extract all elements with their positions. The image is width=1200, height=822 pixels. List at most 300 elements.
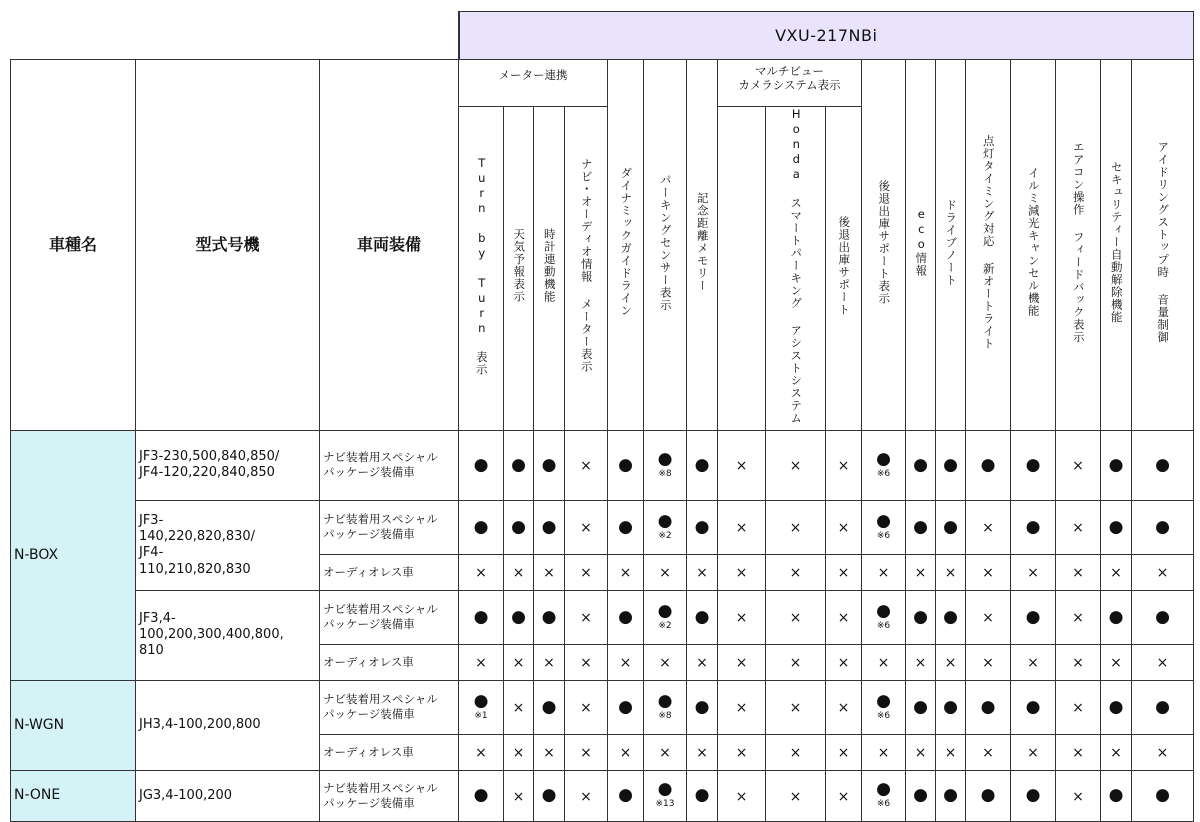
supported-mark: ● xyxy=(1108,516,1124,537)
supported-mark: ● xyxy=(473,516,489,537)
unsupported-mark: × xyxy=(580,745,592,761)
support-cell xyxy=(966,590,1011,644)
support-cell xyxy=(1011,644,1056,680)
support-cell xyxy=(1101,734,1132,770)
supported-mark: ● xyxy=(618,606,633,627)
support-cell xyxy=(906,680,936,734)
header-feature-label: パーキングセンサー表示 xyxy=(658,173,673,311)
support-cell xyxy=(718,644,766,680)
unsupported-mark: × xyxy=(877,565,890,581)
support-cell xyxy=(906,430,936,500)
unsupported-mark: × xyxy=(837,700,850,716)
footnote-ref: ※6 xyxy=(876,468,891,479)
support-cell xyxy=(644,590,687,644)
unsupported-mark: × xyxy=(543,565,555,581)
unsupported-mark: × xyxy=(580,458,592,474)
supported-mark: ● xyxy=(694,696,710,717)
supported-mark: ● xyxy=(541,516,557,537)
support-cell xyxy=(534,644,565,680)
support-cell xyxy=(504,430,534,500)
support-cell xyxy=(608,500,644,554)
support-cell xyxy=(644,554,687,590)
support-cell xyxy=(1056,500,1101,554)
support-cell xyxy=(862,770,906,821)
support-cell xyxy=(504,680,534,734)
header-feature-label: Turn by Turn 表示 xyxy=(474,155,489,376)
support-cell xyxy=(504,734,534,770)
unsupported-mark: × xyxy=(619,565,632,581)
unsupported-mark: × xyxy=(735,458,748,474)
supported-mark: ● xyxy=(980,454,996,475)
footnote-ref: ※1 xyxy=(474,710,488,721)
supported-mark: ● xyxy=(657,690,673,711)
support-cell xyxy=(718,500,766,554)
supported-mark: ● xyxy=(694,516,710,537)
equipment-cell: ナビ装着用スペシャル パッケージ装備車 xyxy=(320,680,459,734)
support-cell xyxy=(862,500,906,554)
header-feature-label: エアコン操作 フィードバック表示 xyxy=(1071,141,1086,344)
support-cell xyxy=(1101,590,1132,644)
support-cell xyxy=(608,590,644,644)
header-feature-label: 記念距離メモリー xyxy=(695,192,710,293)
support-cell xyxy=(534,500,565,554)
support-cell xyxy=(966,554,1011,590)
supported-mark: ● xyxy=(657,600,673,621)
header-equipment: 車両装備 xyxy=(320,60,459,431)
support-cell xyxy=(1101,554,1132,590)
support-cell xyxy=(644,644,687,680)
support-cell xyxy=(862,430,906,500)
unsupported-mark: × xyxy=(696,655,708,671)
unsupported-mark: × xyxy=(735,655,748,671)
support-cell xyxy=(687,770,718,821)
unsupported-mark: × xyxy=(982,610,994,626)
support-cell xyxy=(534,590,565,644)
support-cell xyxy=(936,644,966,680)
support-cell xyxy=(1132,590,1194,644)
supported-mark: ● xyxy=(1025,785,1041,806)
supported-mark: ● xyxy=(473,606,489,627)
unsupported-mark: × xyxy=(837,565,850,581)
support-cell xyxy=(862,590,906,644)
supported-mark: ● xyxy=(980,696,996,717)
footnote-ref: ※6 xyxy=(876,530,891,541)
unsupported-mark: × xyxy=(659,745,671,761)
unsupported-mark: × xyxy=(944,655,957,671)
supported-mark: ● xyxy=(473,690,489,711)
support-cell xyxy=(608,554,644,590)
support-cell xyxy=(936,734,966,770)
footnote-ref: ※6 xyxy=(876,710,891,721)
unsupported-mark: × xyxy=(735,788,748,805)
supported-mark: ● xyxy=(1025,696,1041,717)
unsupported-mark: × xyxy=(789,610,802,626)
unsupported-mark: × xyxy=(789,565,802,581)
support-cell xyxy=(459,644,504,680)
support-cell xyxy=(459,554,504,590)
header-feature-label: ナビ・オーディオ情報 メーター表示 xyxy=(579,158,594,374)
support-cell xyxy=(459,430,504,500)
supported-mark: ● xyxy=(473,454,489,475)
support-cell xyxy=(718,554,766,590)
support-cell xyxy=(459,590,504,644)
support-cell xyxy=(565,590,608,644)
support-cell xyxy=(1056,430,1101,500)
table-row xyxy=(11,500,1194,554)
unsupported-mark: × xyxy=(512,745,525,761)
support-cell xyxy=(906,770,936,821)
unsupported-mark: × xyxy=(512,700,525,716)
supported-mark: ● xyxy=(694,606,710,627)
support-cell xyxy=(687,680,718,734)
support-cell xyxy=(1011,734,1056,770)
unsupported-mark: × xyxy=(1156,565,1169,581)
unsupported-mark: × xyxy=(1072,700,1084,716)
header-feature xyxy=(862,60,906,431)
support-cell xyxy=(504,770,534,821)
unsupported-mark: × xyxy=(580,610,592,626)
unsupported-mark: × xyxy=(1072,610,1084,626)
support-cell xyxy=(459,500,504,554)
supported-mark: ● xyxy=(876,448,891,469)
unsupported-mark: × xyxy=(837,788,850,805)
support-cell xyxy=(644,770,687,821)
support-cell xyxy=(966,734,1011,770)
header-feature xyxy=(687,60,718,431)
unsupported-mark: × xyxy=(982,520,994,536)
supported-mark: ● xyxy=(1155,785,1170,806)
support-cell xyxy=(1056,734,1101,770)
header-feature-label: 後退出庫サポート表示 xyxy=(877,179,892,305)
support-cell xyxy=(644,734,687,770)
support-cell xyxy=(766,734,826,770)
supported-mark: ● xyxy=(913,516,928,537)
support-cell xyxy=(862,734,906,770)
support-cell xyxy=(1011,554,1056,590)
unsupported-mark: × xyxy=(580,788,592,805)
footnote-ref: ※2 xyxy=(658,530,672,541)
support-cell xyxy=(862,680,906,734)
supported-mark: ● xyxy=(876,510,891,531)
support-cell xyxy=(826,734,862,770)
unsupported-mark: × xyxy=(1072,520,1084,536)
unsupported-mark: × xyxy=(789,745,802,761)
support-cell xyxy=(1132,680,1194,734)
header-feature xyxy=(608,60,644,431)
header-car-name: 車種名 xyxy=(11,60,136,431)
unsupported-mark: × xyxy=(619,745,632,761)
header-feature-label: Honda スマートパーキング アシストシステム xyxy=(789,107,804,425)
support-cell xyxy=(459,770,504,821)
supported-mark: ● xyxy=(511,516,526,537)
unsupported-mark: × xyxy=(982,655,994,671)
header-feature-label: アイドリングストップ時 音量制御 xyxy=(1156,141,1171,344)
header-feature-label: 点灯タイミング対応 新オートライト xyxy=(981,134,996,350)
support-cell xyxy=(565,554,608,590)
supported-mark: ● xyxy=(1108,785,1124,806)
header-feature xyxy=(644,60,687,431)
supported-mark: ● xyxy=(694,785,710,806)
header-feature xyxy=(534,107,565,431)
unsupported-mark: × xyxy=(1072,565,1084,581)
support-cell xyxy=(766,554,826,590)
compatibility-table xyxy=(10,11,1194,822)
unsupported-mark: × xyxy=(914,655,927,671)
support-cell xyxy=(906,734,936,770)
support-cell xyxy=(644,680,687,734)
equipment-cell: オーディオレス車 xyxy=(320,644,459,680)
support-cell xyxy=(766,590,826,644)
model-code-cell: JF3-230,500,840,850/ JF4-120,220,840,850 xyxy=(136,430,320,500)
supported-mark: ● xyxy=(511,454,526,475)
header-feature xyxy=(966,60,1011,431)
support-cell xyxy=(936,770,966,821)
supported-mark: ● xyxy=(541,606,557,627)
header-group-multiview: マルチビュー カメラシステム表示 xyxy=(718,60,862,107)
unsupported-mark: × xyxy=(1156,655,1169,671)
support-cell xyxy=(936,590,966,644)
unsupported-mark: × xyxy=(512,565,525,581)
support-cell xyxy=(504,644,534,680)
supported-mark: ● xyxy=(1108,454,1124,475)
support-cell xyxy=(534,680,565,734)
support-cell xyxy=(1132,734,1194,770)
header-feature xyxy=(936,60,966,431)
unsupported-mark: × xyxy=(735,520,748,536)
supported-mark: ● xyxy=(1155,696,1170,717)
table-row xyxy=(11,430,1194,500)
support-cell xyxy=(565,430,608,500)
unsupported-mark: × xyxy=(580,700,592,716)
footnote-ref: ※13 xyxy=(655,799,675,810)
unsupported-mark: × xyxy=(944,565,957,581)
equipment-cell: ナビ装着用スペシャル パッケージ装備車 xyxy=(320,770,459,821)
supported-mark: ● xyxy=(1155,454,1170,475)
support-cell xyxy=(504,554,534,590)
car-name-cell: N-ONE xyxy=(11,770,136,821)
support-cell xyxy=(718,590,766,644)
supported-mark: ● xyxy=(876,779,891,800)
unsupported-mark: × xyxy=(789,655,802,671)
support-cell xyxy=(766,680,826,734)
support-cell xyxy=(1101,770,1132,821)
unsupported-mark: × xyxy=(1072,655,1084,671)
support-cell xyxy=(687,734,718,770)
product-model-title: VXU-217NBi xyxy=(459,12,1194,60)
supported-mark: ● xyxy=(913,696,928,717)
support-cell xyxy=(718,770,766,821)
header-feature-label: イルミ減光キャンセル機能 xyxy=(1026,167,1041,318)
unsupported-mark: × xyxy=(1027,745,1039,761)
header-feature xyxy=(459,107,504,431)
support-cell xyxy=(687,644,718,680)
unsupported-mark: × xyxy=(789,700,802,716)
unsupported-mark: × xyxy=(837,655,850,671)
supported-mark: ● xyxy=(618,516,633,537)
support-cell xyxy=(826,644,862,680)
support-cell xyxy=(966,680,1011,734)
unsupported-mark: × xyxy=(1027,655,1039,671)
support-cell xyxy=(565,644,608,680)
support-cell xyxy=(534,430,565,500)
supported-mark: ● xyxy=(541,696,557,717)
support-cell xyxy=(608,770,644,821)
support-cell xyxy=(1056,644,1101,680)
unsupported-mark: × xyxy=(837,520,850,536)
unsupported-mark: × xyxy=(659,655,671,671)
unsupported-mark: × xyxy=(619,655,632,671)
unsupported-mark: × xyxy=(735,745,748,761)
unsupported-mark: × xyxy=(735,700,748,716)
support-cell xyxy=(966,430,1011,500)
support-cell xyxy=(1132,770,1194,821)
support-cell xyxy=(504,500,534,554)
car-name-cell: N-WGN xyxy=(11,680,136,770)
unsupported-mark: × xyxy=(512,788,525,805)
support-cell xyxy=(766,644,826,680)
support-cell xyxy=(565,500,608,554)
support-cell xyxy=(966,770,1011,821)
support-cell xyxy=(1132,554,1194,590)
unsupported-mark: × xyxy=(580,655,592,671)
support-cell xyxy=(936,554,966,590)
supported-mark: ● xyxy=(541,454,557,475)
unsupported-mark: × xyxy=(475,655,487,671)
support-cell xyxy=(862,644,906,680)
unsupported-mark: × xyxy=(475,565,487,581)
support-cell xyxy=(826,770,862,821)
support-cell xyxy=(687,430,718,500)
support-cell xyxy=(718,430,766,500)
support-cell xyxy=(966,500,1011,554)
support-cell xyxy=(1101,430,1132,500)
supported-mark: ● xyxy=(943,516,958,537)
footnote-ref: ※8 xyxy=(658,710,672,721)
supported-mark: ● xyxy=(1155,516,1170,537)
header-feature xyxy=(1132,60,1194,431)
support-cell xyxy=(1132,644,1194,680)
header-feature-label: 後退出庫サポート xyxy=(837,215,852,316)
support-cell xyxy=(906,554,936,590)
support-cell xyxy=(1056,554,1101,590)
header-feature-label: eco情報 xyxy=(914,207,929,278)
support-cell xyxy=(966,644,1011,680)
unsupported-mark: × xyxy=(944,745,957,761)
footnote-ref: ※6 xyxy=(876,620,891,631)
supported-mark: ● xyxy=(1108,696,1124,717)
header-feature xyxy=(826,107,862,431)
unsupported-mark: × xyxy=(789,788,802,805)
unsupported-mark: × xyxy=(1027,565,1039,581)
support-cell xyxy=(826,680,862,734)
blank-corner xyxy=(11,12,459,60)
support-cell xyxy=(1101,644,1132,680)
supported-mark: ● xyxy=(913,606,928,627)
supported-mark: ● xyxy=(1108,606,1124,627)
unsupported-mark: × xyxy=(1110,745,1122,761)
support-cell xyxy=(1011,500,1056,554)
support-cell xyxy=(906,644,936,680)
supported-mark: ● xyxy=(618,454,633,475)
unsupported-mark: × xyxy=(512,655,525,671)
unsupported-mark: × xyxy=(1072,458,1084,474)
header-feature xyxy=(766,107,826,431)
footnote-ref: ※2 xyxy=(658,620,672,631)
support-cell xyxy=(608,430,644,500)
unsupported-mark: × xyxy=(837,745,850,761)
unsupported-mark: × xyxy=(789,458,802,474)
support-cell xyxy=(718,734,766,770)
supported-mark: ● xyxy=(876,600,891,621)
support-cell xyxy=(565,770,608,821)
header-model-code: 型式号機 xyxy=(136,60,320,431)
header-feature xyxy=(1011,60,1056,431)
header-feature-label: セキュリティー自動解除機能 xyxy=(1109,161,1124,324)
unsupported-mark: × xyxy=(1110,655,1122,671)
equipment-cell: オーディオレス車 xyxy=(320,554,459,590)
support-cell xyxy=(1132,430,1194,500)
header-feature-label: ドライブノート xyxy=(944,198,959,286)
support-cell xyxy=(1132,500,1194,554)
unsupported-mark: × xyxy=(914,565,927,581)
support-cell xyxy=(534,734,565,770)
support-cell xyxy=(608,680,644,734)
equipment-cell: ナビ装着用スペシャル パッケージ装備車 xyxy=(320,590,459,644)
supported-mark: ● xyxy=(657,779,673,800)
unsupported-mark: × xyxy=(1072,788,1084,805)
supported-mark: ● xyxy=(913,454,928,475)
model-code-cell: JF3,4- 100,200,300,400,800, 810 xyxy=(136,590,320,680)
unsupported-mark: × xyxy=(696,565,708,581)
supported-mark: ● xyxy=(657,510,673,531)
support-cell xyxy=(504,590,534,644)
unsupported-mark: × xyxy=(837,458,850,474)
support-cell xyxy=(766,770,826,821)
header-group-meter: メーター連携 xyxy=(459,60,608,107)
support-cell xyxy=(936,680,966,734)
support-cell xyxy=(826,590,862,644)
unsupported-mark: × xyxy=(696,745,708,761)
supported-mark: ● xyxy=(541,785,557,806)
support-cell xyxy=(1056,680,1101,734)
equipment-cell: ナビ装着用スペシャル パッケージ装備車 xyxy=(320,430,459,500)
supported-mark: ● xyxy=(943,454,958,475)
support-cell xyxy=(1056,590,1101,644)
supported-mark: ● xyxy=(618,696,633,717)
support-cell xyxy=(608,644,644,680)
unsupported-mark: × xyxy=(914,745,927,761)
unsupported-mark: × xyxy=(837,610,850,626)
support-cell xyxy=(687,590,718,644)
supported-mark: ● xyxy=(943,606,958,627)
header-feature xyxy=(565,107,608,431)
unsupported-mark: × xyxy=(735,565,748,581)
unsupported-mark: × xyxy=(789,520,802,536)
unsupported-mark: × xyxy=(543,655,555,671)
support-cell xyxy=(936,430,966,500)
unsupported-mark: × xyxy=(877,655,890,671)
unsupported-mark: × xyxy=(982,565,994,581)
support-cell xyxy=(1011,680,1056,734)
unsupported-mark: × xyxy=(1072,745,1084,761)
footnote-ref: ※8 xyxy=(658,468,672,479)
car-name-cell: N-BOX xyxy=(11,430,136,680)
support-cell xyxy=(687,554,718,590)
model-code-cell: JH3,4-100,200,800 xyxy=(136,680,320,770)
supported-mark: ● xyxy=(943,785,958,806)
support-cell xyxy=(644,500,687,554)
support-cell xyxy=(565,734,608,770)
